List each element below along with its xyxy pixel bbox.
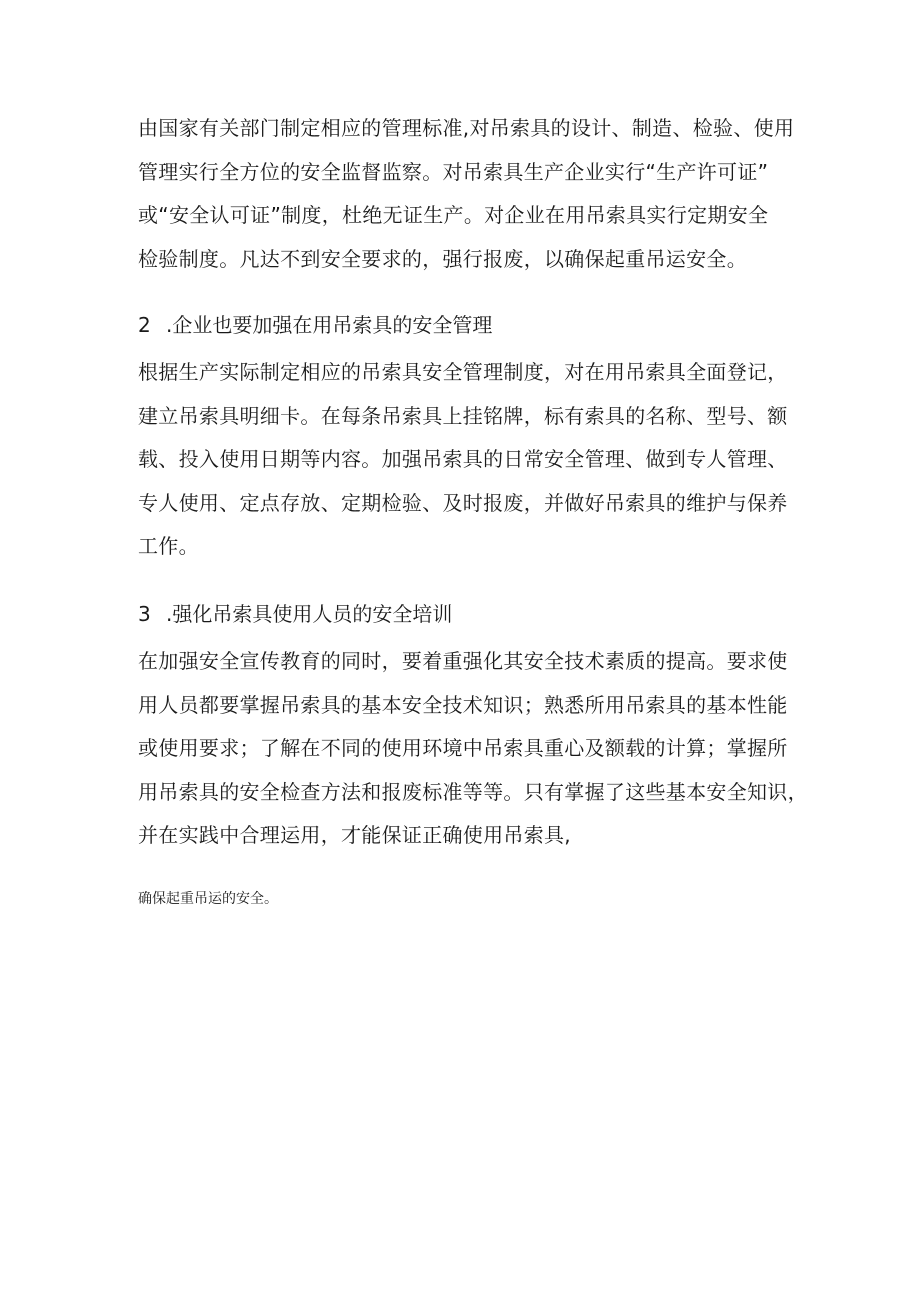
section-number: 3 xyxy=(138,602,151,626)
paragraph-line: 在加强安全宣传教育的同时，要着重强化其安全技术素质的提高。要求使 xyxy=(138,649,788,673)
paragraph-line: 专人使用、定点存放、定期检验、及时报废，并做好吊索具的维护与保养 xyxy=(138,490,788,515)
paragraph-line: 并在实践中合理运用，才能保证正确使用吊索具, xyxy=(138,823,571,847)
paragraph-line: 由国家有关部门制定相应的管理标准,对吊索具的设计、制造、检验、使用 xyxy=(138,116,795,140)
paragraph-line: 管理实行全方位的安全监督监察。对吊索具生产企业实行“生产许可证” xyxy=(138,159,769,184)
paragraph-management xyxy=(138,351,798,569)
paragraph-line: 工作。 xyxy=(138,534,199,558)
paragraph-line: 检验制度。凡达不到安全要求的，强行报废，以确保起重吊运安全。 xyxy=(138,246,747,271)
paragraph-line: 建立吊索具明细卡。在每条吊索具上挂铭牌，标有索具的名称、型号、额 xyxy=(138,403,788,428)
paragraph-training xyxy=(138,640,808,858)
closing-line: 确保起重吊运的安全。 xyxy=(138,891,278,907)
section-title: .强化吊索具使用人员的安全培训 xyxy=(166,602,453,626)
paragraph-line: 或“安全认可证”制度，杜绝无证生产。对企业在用吊索具实行定期安全 xyxy=(138,203,769,227)
section-title: .企业也要加强在用吊索具的安全管理 xyxy=(166,313,493,337)
section-number: 2 xyxy=(138,313,151,337)
paragraph-line: 载、投入使用日期等内容。加强吊索具的日常安全管理、做到专人管理、 xyxy=(138,447,788,471)
paragraph-line: 用人员都要掌握吊索具的基本安全技术知识；熟悉所用吊索具的基本性能 xyxy=(138,692,788,717)
section-heading-2 xyxy=(138,310,492,340)
paragraph-line: 根据生产实际制定相应的吊索具安全管理制度，对在用吊索具全面登记， xyxy=(138,360,788,384)
paragraph-line: 用吊索具的安全检查方法和报废标准等等。只有掌握了这些基本安全知识， xyxy=(138,779,808,804)
paragraph-line: 或使用要求；了解在不同的使用环境中吊索具重心及额载的计算；掌握所 xyxy=(138,736,788,760)
paragraph-regulation xyxy=(138,107,798,281)
section-heading-3 xyxy=(138,599,452,629)
